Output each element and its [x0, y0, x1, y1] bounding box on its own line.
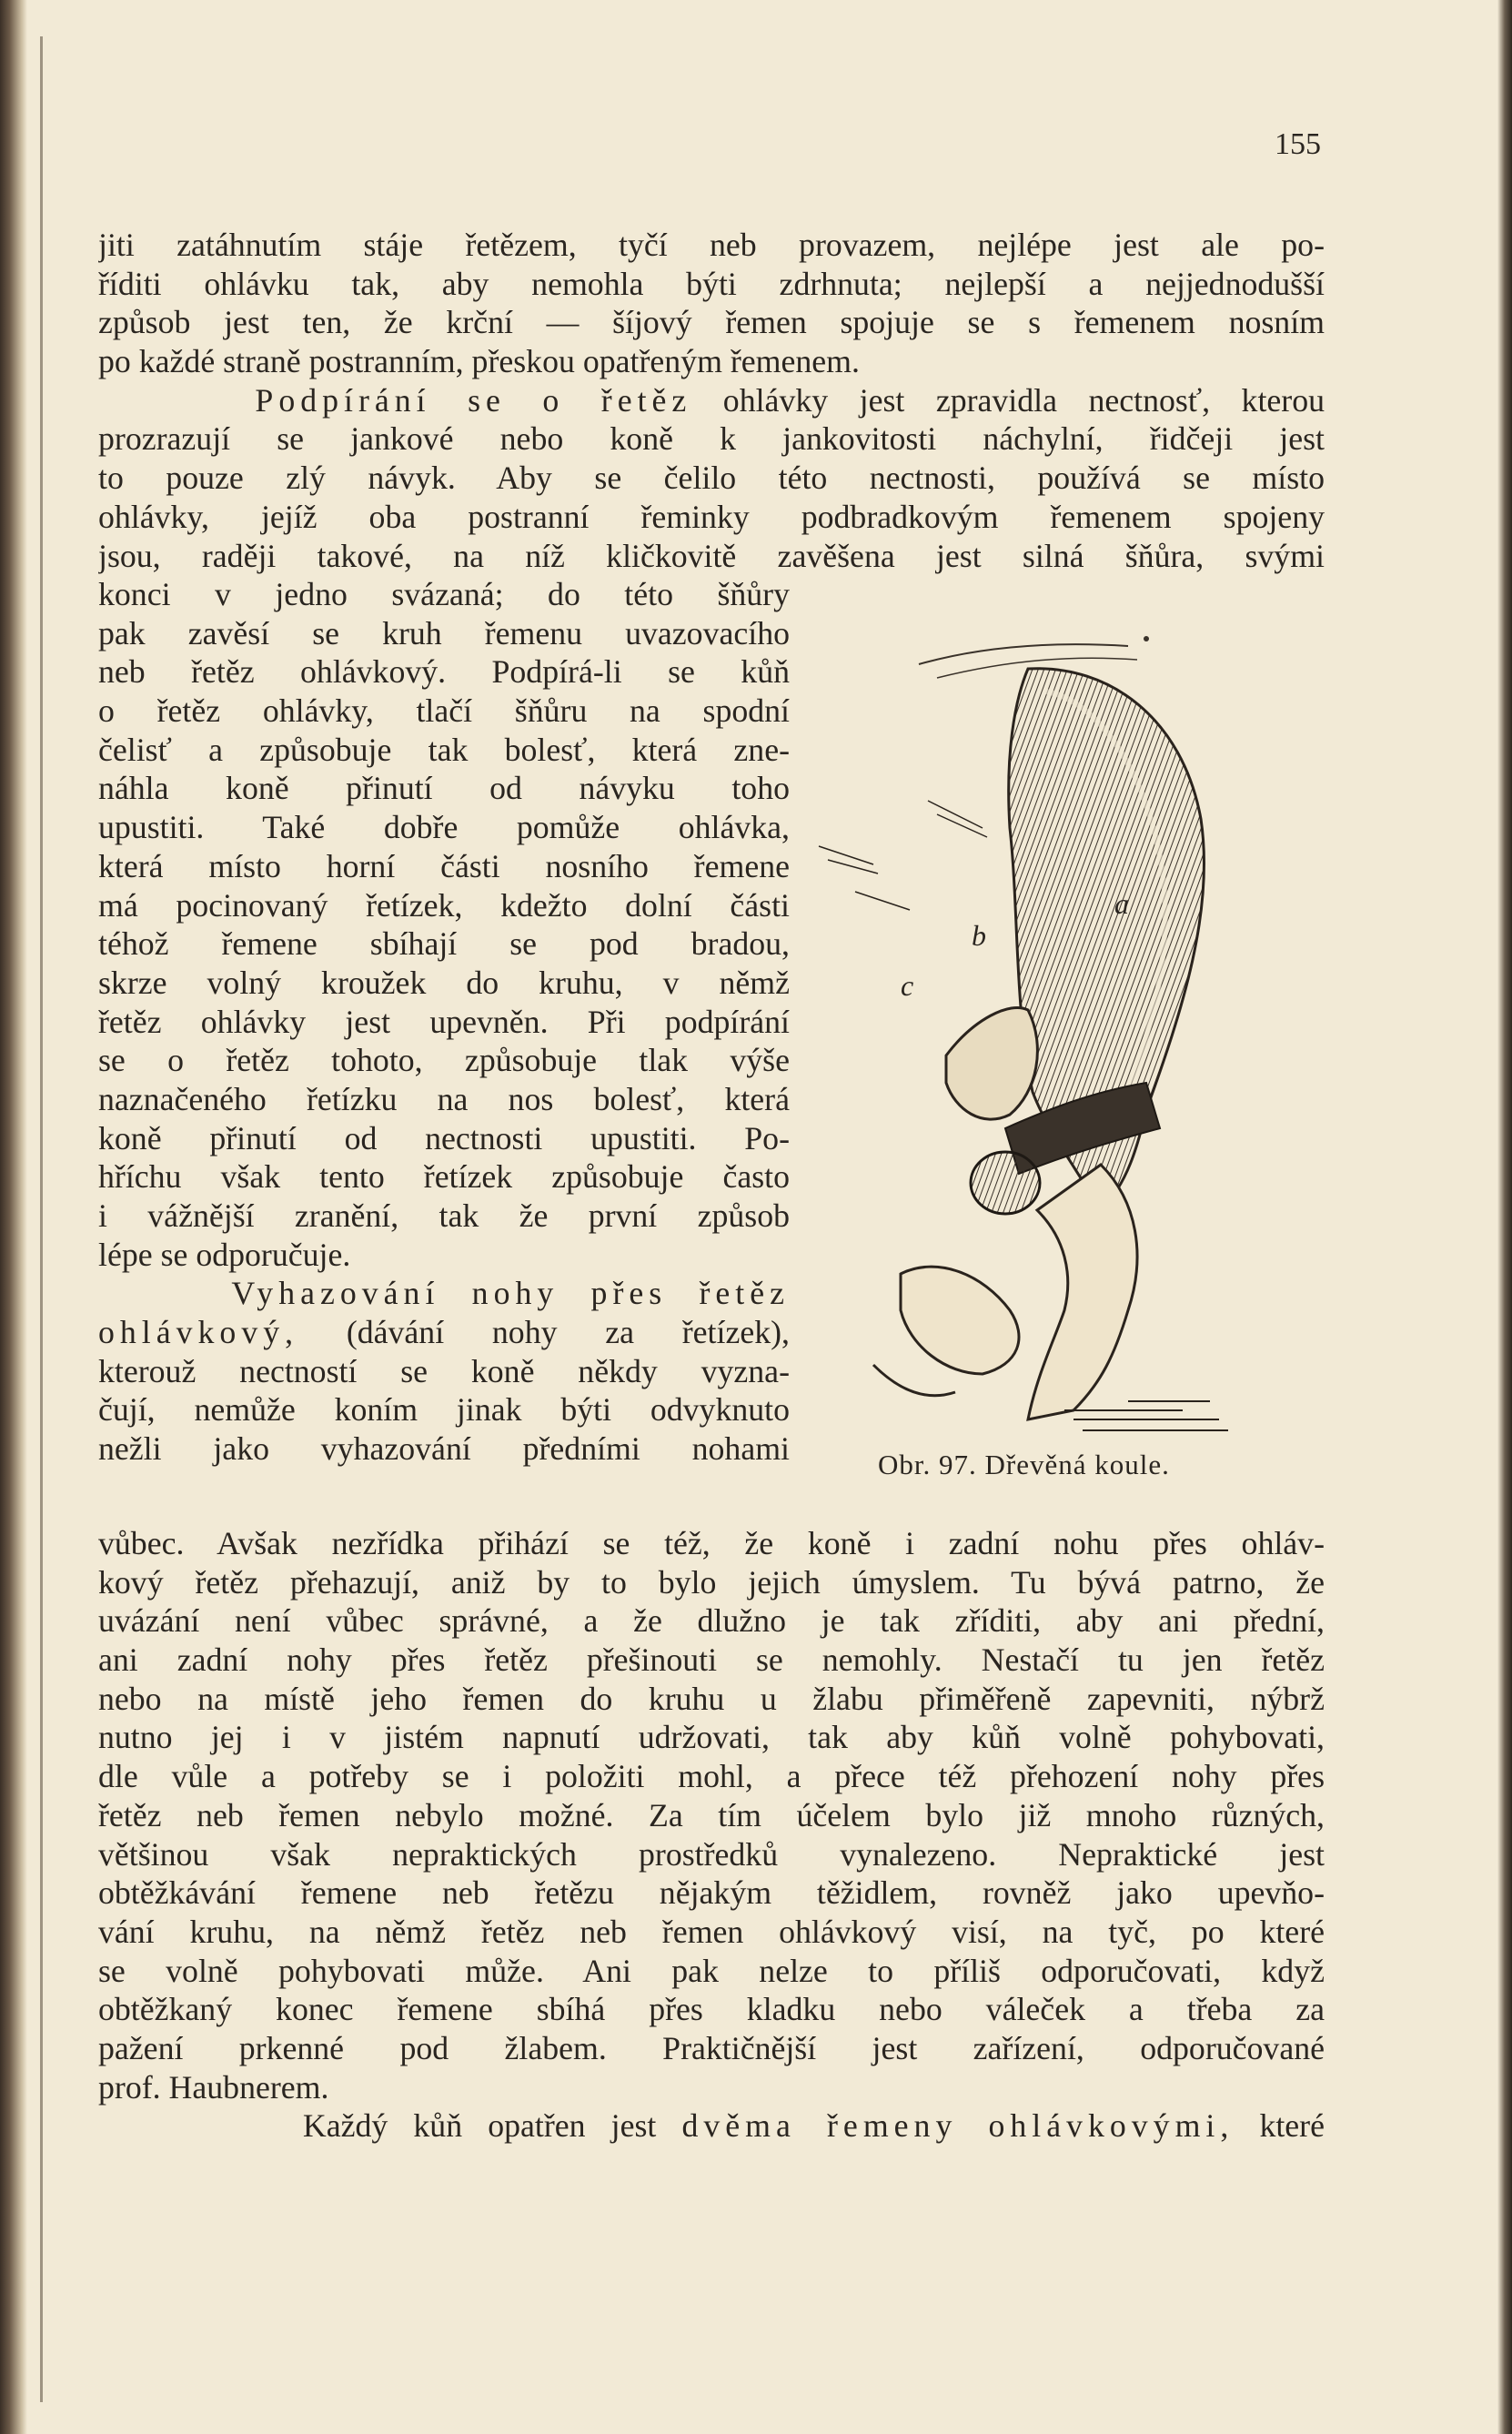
hoof-illustration — [801, 619, 1328, 1438]
text-line: obtěžkávání řemene neb řetězu nějakým těžidlem, rovněž jako upevňo- — [98, 1874, 1325, 1912]
text-line: jsou, raději takové, na níž kličkovitě zavěšena jest silná šňůra, svými — [98, 537, 1325, 574]
text-line: nebo na místě jeho řemen do kruhu u žlabu přiměřeně zapevniti, nýbrž — [98, 1680, 1325, 1717]
text-line: nežli jako vyhazování předními nohami — [98, 1430, 790, 1468]
paragraph-wrap — [98, 575, 790, 1469]
text-line: téhož řemene sbíhají se pod bradou, — [98, 925, 790, 963]
spaced-term: Podpírání se o řetěz — [255, 381, 692, 419]
text-line: se volně pohybovati může. Ani pak nelze to příliš odporučovati, když — [98, 1952, 1325, 1989]
text-line: čují, nemůže koním jinak býti odvyknuto — [98, 1391, 790, 1429]
paragraph-bottom — [98, 1524, 1325, 2146]
spaced-term: Vyhazování nohy přes řetěz — [231, 1275, 790, 1312]
book-spine-shadow — [0, 0, 27, 2434]
text-line: koně přinutí od nectnosti upustiti. Po- — [98, 1119, 790, 1156]
text-line: konci v jedno svázaná; do této šňůry — [98, 576, 790, 612]
text-line: i vážnější zranění, tak že první způsob — [98, 1197, 790, 1234]
text-line: pažení prkenné pod žlabem. Praktičnější jest zařízení, odporučované — [98, 2029, 1325, 2066]
gutter-line — [40, 36, 43, 2402]
text-line: neb řetěz ohlávkový. Podpírá-li se kůň — [98, 653, 790, 691]
text-line: kterouž nectností se koně někdy vyzna- — [98, 1352, 790, 1389]
text-line: skrze volný kroužek do kruhu, v němž — [98, 964, 790, 1001]
text-line: prof. Haubnerem. — [98, 2068, 329, 2106]
text-line: pak zavěsí se kruh řemenu uvazovacího — [98, 614, 790, 651]
text-line: nutno jej i v jistém napnutí udržovati, tak aby kůň volně pohybovati, — [98, 1719, 1325, 1756]
page-edge-shadow — [1497, 0, 1512, 2434]
figure-label-a: a — [1114, 887, 1129, 920]
text-fragment: Každý kůň opatřen jest — [302, 2107, 657, 2145]
text-line: ohlávky, jejíž oba postranní řeminky podbradkovým řemenem spojeny — [98, 498, 1325, 535]
text-line: náhla koně přinutí od návyku toho — [98, 770, 790, 807]
text-line: po každé straně postranním, přeskou opatřeným řemenem. — [98, 343, 860, 380]
text-line-with-spaced-term — [98, 1274, 790, 1313]
text-line: naznačeného řetízku na nos bolesť, která — [98, 1080, 790, 1117]
spaced-term: ohlávkový, — [98, 1314, 299, 1351]
figure-wooden-ball — [801, 619, 1328, 1438]
text-line: říditi ohlávku tak, aby nemohla býti zdrhnuta; nejlepší a nejjednodušší — [98, 265, 1325, 302]
text-line: prozrazují se jankové nebo koně k jankovitosti náchylní, řidčeji jest — [98, 420, 1325, 458]
text-line: ani zadní nohy přes řetěz přešinouti se nemohly. Nestačí tu jen řetěz — [98, 1641, 1325, 1679]
text-line-with-spaced-term: ohlávkový, (dávání nohy za řetízek), — [98, 1314, 790, 1351]
text-line: uvázání není vůbec správné, a že dlužno je tak zříditi, aby ani přední, — [98, 1602, 1325, 1640]
text-line: dle vůle a potřeby se i položiti mohl, a přece též přehození nohy přes — [98, 1758, 1325, 1795]
text-line: způsob jest ten, že krční — šíjový řemen spojuje se s řemenem nosním — [98, 304, 1325, 341]
page-number: 155 — [1275, 127, 1321, 161]
text-line: má pocinovaný řetízek, kdežto dolní části — [98, 886, 790, 924]
text-line: řetěz neb řemen nebylo možné. Za tím účelem bylo již mnoho různých, — [98, 1796, 1325, 1833]
text-line: kový řetěz přehazují, aniž by to bylo jejich úmyslem. Tu bývá patrno, že — [98, 1563, 1325, 1601]
paragraph-top — [98, 226, 1325, 575]
text-line: upustiti. Také dobře pomůže ohlávka, — [98, 809, 790, 846]
text-line-with-spaced-term: Podpírání se o řetěz ohlávky jest zpravidla nectnosť, kterou — [255, 381, 1325, 419]
figure-caption: Obr. 97. Dřevěná koule. — [878, 1449, 1170, 1480]
text-line-with-spaced-term — [98, 2106, 1325, 2146]
figure-label-c: c — [901, 969, 914, 1002]
text-line: hříchu však tento řetízek způsobuje často — [98, 1158, 790, 1196]
text-line: většinou však nepraktických prostředků vynalezeno. Nepraktické jest — [98, 1835, 1325, 1873]
text-line: čelisť a způsobuje tak bolesť, která zne- — [98, 731, 790, 768]
text-line: vůbec. Avšak nezřídka přihází se též, že koně i zadní nohu přes ohláv- — [98, 1525, 1325, 1561]
text-line: která místo horní části nosního řemene — [98, 847, 790, 884]
text-line: jiti zatáhnutím stáje řetězem, tyčí neb provazem, nejlépe jest ale po- — [98, 227, 1325, 263]
text-line: vání kruhu, na němž řetěz neb řemen ohlávkový visí, na tyč, po které — [98, 1913, 1325, 1950]
text-line: se o řetěz tohoto, způsobuje tlak výše — [98, 1042, 790, 1079]
text-fragment: které — [1259, 2107, 1325, 2145]
text-line: to pouze zlý návyk. Aby se čelilo této nectnosti, používá se místo — [98, 460, 1325, 497]
spaced-term: dvěma řemeny ohlávkovými, — [681, 2107, 1235, 2145]
text-line: řetěz ohlávky jest upevněn. Při podpírání — [98, 1003, 790, 1040]
text-line: obtěžkaný konec řemene sbíhá přes kladku nebo váleček a třeba za — [98, 1991, 1325, 2028]
text-line: o řetěz ohlávky, tlačí šňůru na spodní — [98, 692, 790, 730]
figure-label-b: b — [972, 919, 986, 952]
text-line: lépe se odporučuje. — [98, 1236, 351, 1273]
